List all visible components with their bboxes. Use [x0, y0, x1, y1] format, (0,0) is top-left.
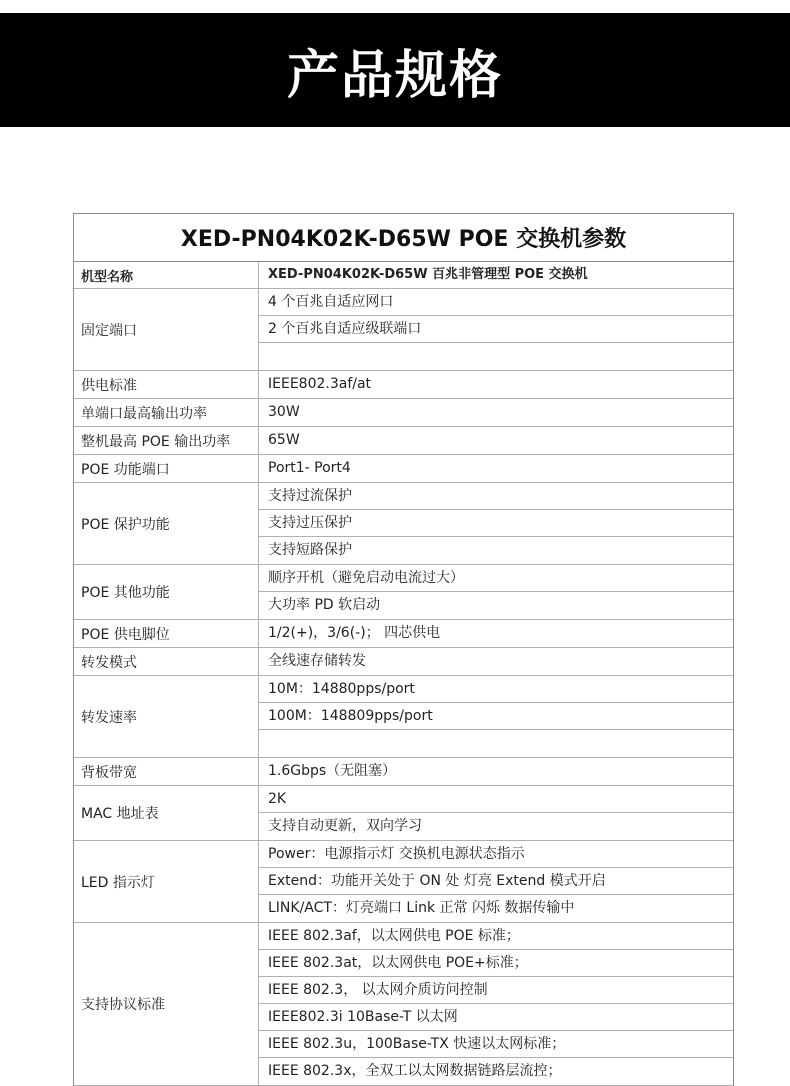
spec-values [259, 455, 733, 482]
spec-label: 供电标准 [74, 371, 259, 398]
spec-table [73, 213, 734, 1086]
spec-row [74, 427, 733, 455]
spec-values [259, 786, 733, 840]
spec-label: POE 供电脚位 [74, 620, 259, 647]
spec-label: 固定端口 [74, 289, 259, 370]
spec-row [74, 676, 733, 758]
spec-value: IEEE 802.3x，全双工以太网数据链路层流控； [268, 1063, 562, 1079]
spec-value: IEEE 802.3at，以太网供电 POE+标准； [259, 950, 733, 977]
spec-value [259, 343, 733, 370]
spec-value: IEEE 802.3af，以太网供电 POE 标准； [259, 923, 733, 950]
spec-value [259, 730, 733, 757]
spec-value: 100M：148809pps/port [259, 703, 733, 730]
spec-value: 1.6Gbps（无阻塞） [268, 763, 397, 779]
title-banner [0, 13, 790, 127]
spec-value: IEEE802.3af/at [268, 376, 372, 392]
spec-value: Extend：功能开关处于 ON 处 灯亮 Extend 模式开启 [259, 868, 733, 895]
spec-row [74, 455, 733, 483]
spec-values [259, 648, 733, 675]
spec-label: POE 保护功能 [74, 483, 259, 564]
spec-value: 顺序开机（避免启动电流过大） [259, 565, 733, 592]
spec-value: 2 个百兆自适应级联端口 [259, 316, 733, 343]
spec-value: IEEE 802.3， 以太网介质访问控制 [259, 977, 733, 1004]
model-name-row [74, 262, 733, 289]
spec-value: 全线速存储转发 [268, 653, 366, 669]
spec-row [74, 620, 733, 648]
spec-row [74, 648, 733, 676]
spec-value: IEEE802.3i 10Base-T 以太网 [259, 1004, 733, 1031]
spec-values [259, 923, 733, 1085]
spec-row [74, 841, 733, 923]
spec-values [259, 565, 733, 619]
spec-table-title: XED-PN04K02K-D65W POE 交换机参数 [74, 214, 733, 262]
model-name-label: 机型名称 [74, 262, 259, 288]
spec-values [259, 841, 733, 922]
spec-label: POE 功能端口 [74, 455, 259, 482]
spec-row [74, 758, 733, 786]
spec-label: 转发模式 [74, 648, 259, 675]
spec-value: 1/2(+)，3/6(-)； 四芯供电 [268, 625, 441, 641]
spec-label: 支持协议标准 [74, 923, 259, 1085]
spec-label: 整机最高 POE 输出功率 [74, 427, 259, 454]
spec-label: 转发速率 [74, 676, 259, 757]
spec-values [259, 483, 733, 564]
spec-value: 4 个百兆自适应网口 [259, 289, 733, 316]
spec-row [74, 399, 733, 427]
spec-value: 30W [268, 404, 300, 420]
spec-values [259, 758, 733, 785]
spec-row [74, 289, 733, 371]
spec-value: LINK/ACT：灯亮端口 Link 正常 闪烁 数据传输中 [268, 900, 575, 916]
spec-label: MAC 地址表 [74, 786, 259, 840]
spec-values [259, 371, 733, 398]
spec-label: LED 指示灯 [74, 841, 259, 922]
spec-label: 背板带宽 [74, 758, 259, 785]
banner-title: 产品规格 [286, 45, 503, 106]
spec-row [74, 565, 733, 620]
spec-values [259, 620, 733, 647]
spec-value: 支持自动更新，双向学习 [268, 818, 422, 834]
spec-row [74, 786, 733, 841]
spec-row [74, 483, 733, 565]
spec-values [259, 289, 733, 370]
spec-value: Power：电源指示灯 交换机电源状态指示 [259, 841, 733, 868]
spec-values [259, 399, 733, 426]
spec-value: IEEE 802.3u，100Base-TX 快速以太网标准； [259, 1031, 733, 1058]
spec-value: Port1- Port4 [268, 460, 351, 476]
spec-label: 单端口最高输出功率 [74, 399, 259, 426]
spec-row [74, 371, 733, 399]
model-name-value: XED-PN04K02K-D65W 百兆非管理型 POE 交换机 [268, 267, 588, 282]
spec-values [259, 427, 733, 454]
spec-value: 10M：14880pps/port [259, 676, 733, 703]
spec-value: 支持过压保护 [259, 510, 733, 537]
spec-label: POE 其他功能 [74, 565, 259, 619]
spec-value: 65W [268, 432, 300, 448]
spec-value: 支持过流保护 [259, 483, 733, 510]
spec-value: 支持短路保护 [268, 542, 352, 558]
spec-value: 大功率 PD 软启动 [268, 597, 381, 613]
spec-value: 2K [259, 786, 733, 813]
spec-row [74, 923, 733, 1086]
spec-values [259, 676, 733, 757]
